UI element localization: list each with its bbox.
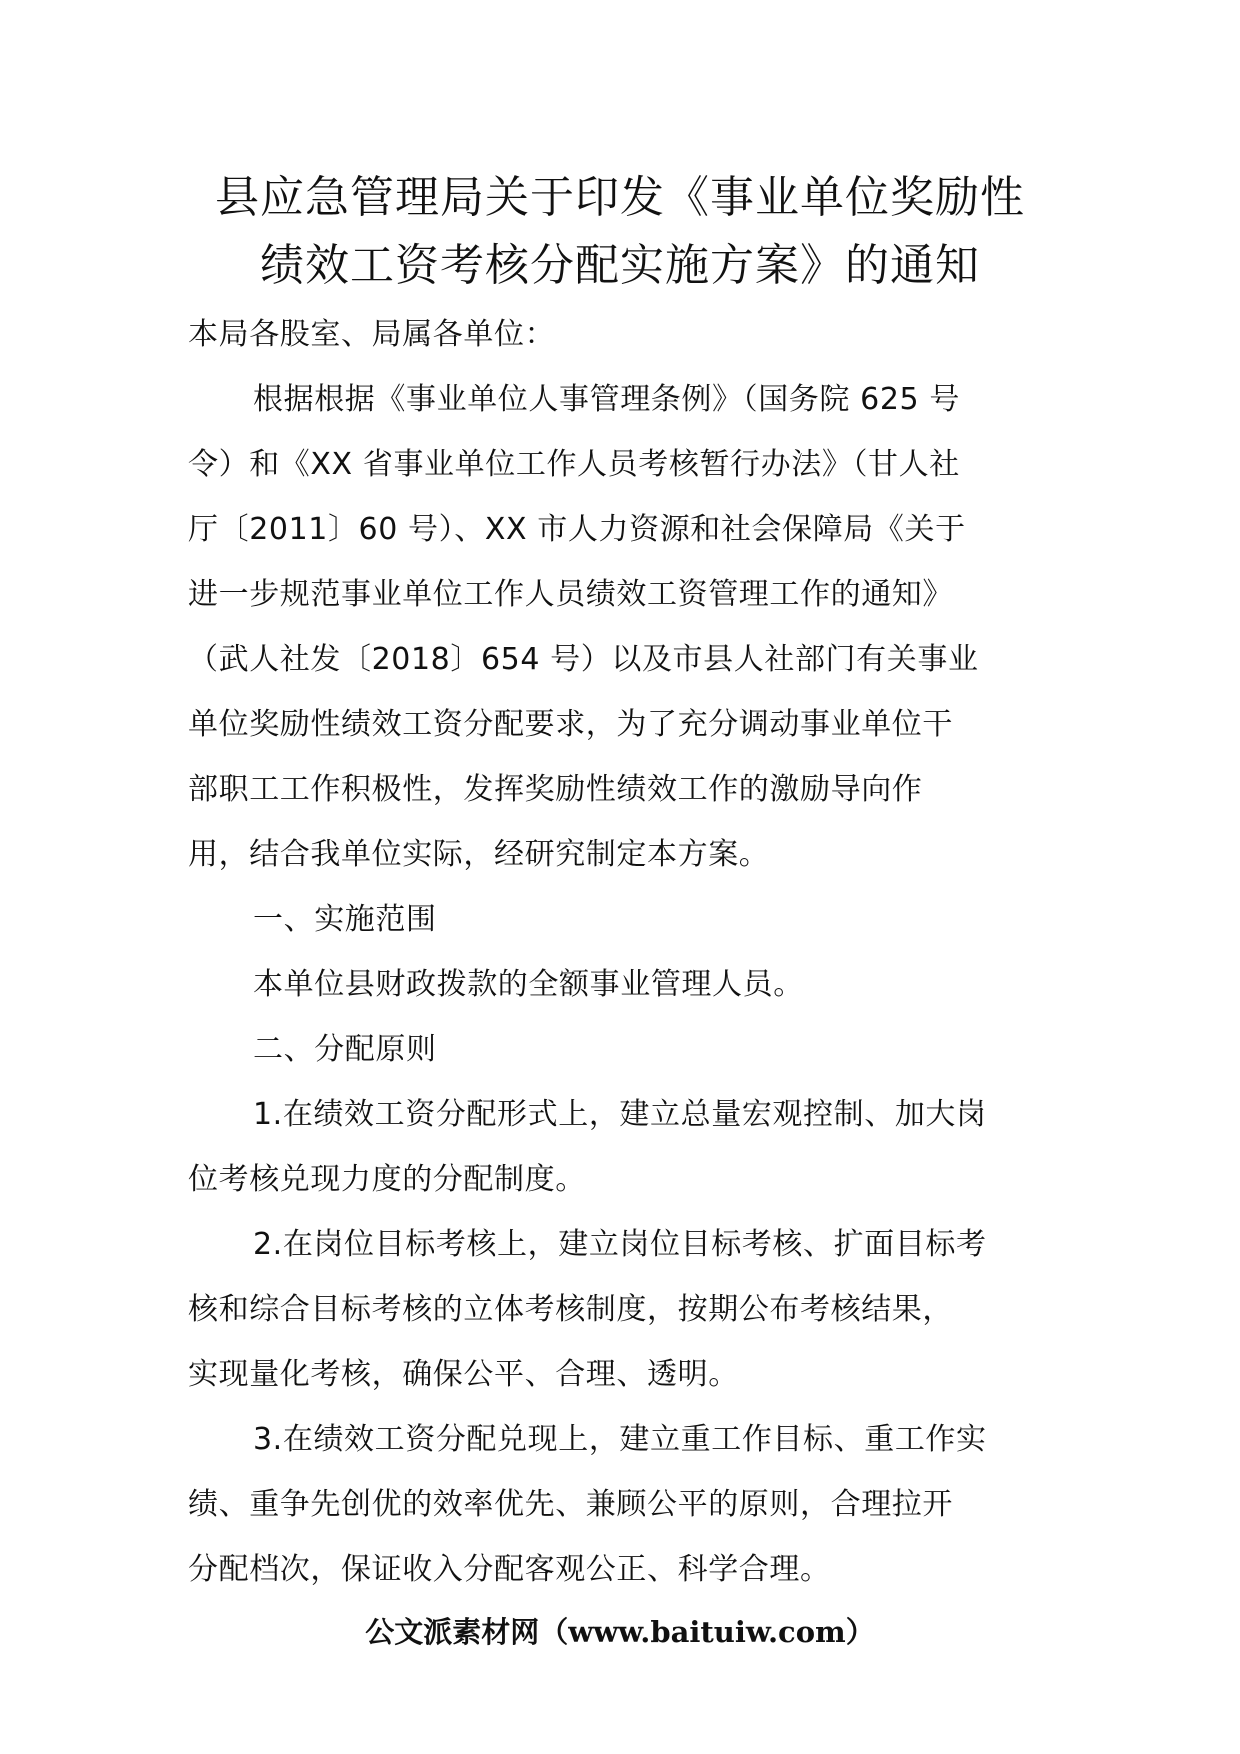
document-body [188,302,1060,1602]
body-line: 3.在绩效工资分配兑现上，建立重工作目标、重工作实 [253,1422,987,1457]
body-line: 绩、重争先创优的效率优先、兼顾公平的原则，合理拉开 [188,1487,953,1522]
body-line: 令）和《XX 省事业单位工作人员考核暂行办法》（甘人社 [188,447,960,482]
body-line: 本单位县财政拨款的全额事业管理人员。 [253,967,804,1002]
body-line: 厅〔2011〕60 号）、XX 市人力资源和社会保障局《关于 [188,512,966,547]
body-line: 分配档次，保证收入分配客观公正、科学合理。 [188,1552,831,1587]
section-heading-scope: 一、实施范围 [253,902,437,937]
salutation: 本局各股室、局属各单位： [188,317,556,352]
watermark-footer: 公文派素材网（www.baituiw.com） [365,1615,875,1649]
body-line: 1.在绩效工资分配形式上，建立总量宏观控制、加大岗 [253,1097,987,1132]
body-line: 核和综合目标考核的立体考核制度，按期公布考核结果， [188,1292,953,1327]
body-line: （武人社发〔2018〕654 号）以及市县人社部门有关事业 [188,642,979,677]
body-line: 实现量化考核，确保公平、合理、透明。 [188,1357,739,1392]
document-title-line-1: 县应急管理局关于印发《事业单位奖励性 [215,172,1025,223]
body-line: 用，结合我单位实际，经研究制定本方案。 [188,837,770,872]
body-line: 2.在岗位目标考核上，建立岗位目标考核、扩面目标考 [253,1227,987,1262]
body-line: 部职工工作积极性，发挥奖励性绩效工作的激励导向作 [188,772,923,807]
document-title-line-2: 绩效工资考核分配实施方案》的通知 [260,240,980,291]
body-line: 根据根据《事业单位人事管理条例》（国务院 625 号 [253,382,960,417]
body-line: 单位奖励性绩效工资分配要求，为了充分调动事业单位干 [188,707,953,742]
body-line: 进一步规范事业单位工作人员绩效工资管理工作的通知》 [188,577,953,612]
body-line: 位考核兑现力度的分配制度。 [188,1162,586,1197]
section-heading-principles: 二、分配原则 [253,1032,437,1067]
